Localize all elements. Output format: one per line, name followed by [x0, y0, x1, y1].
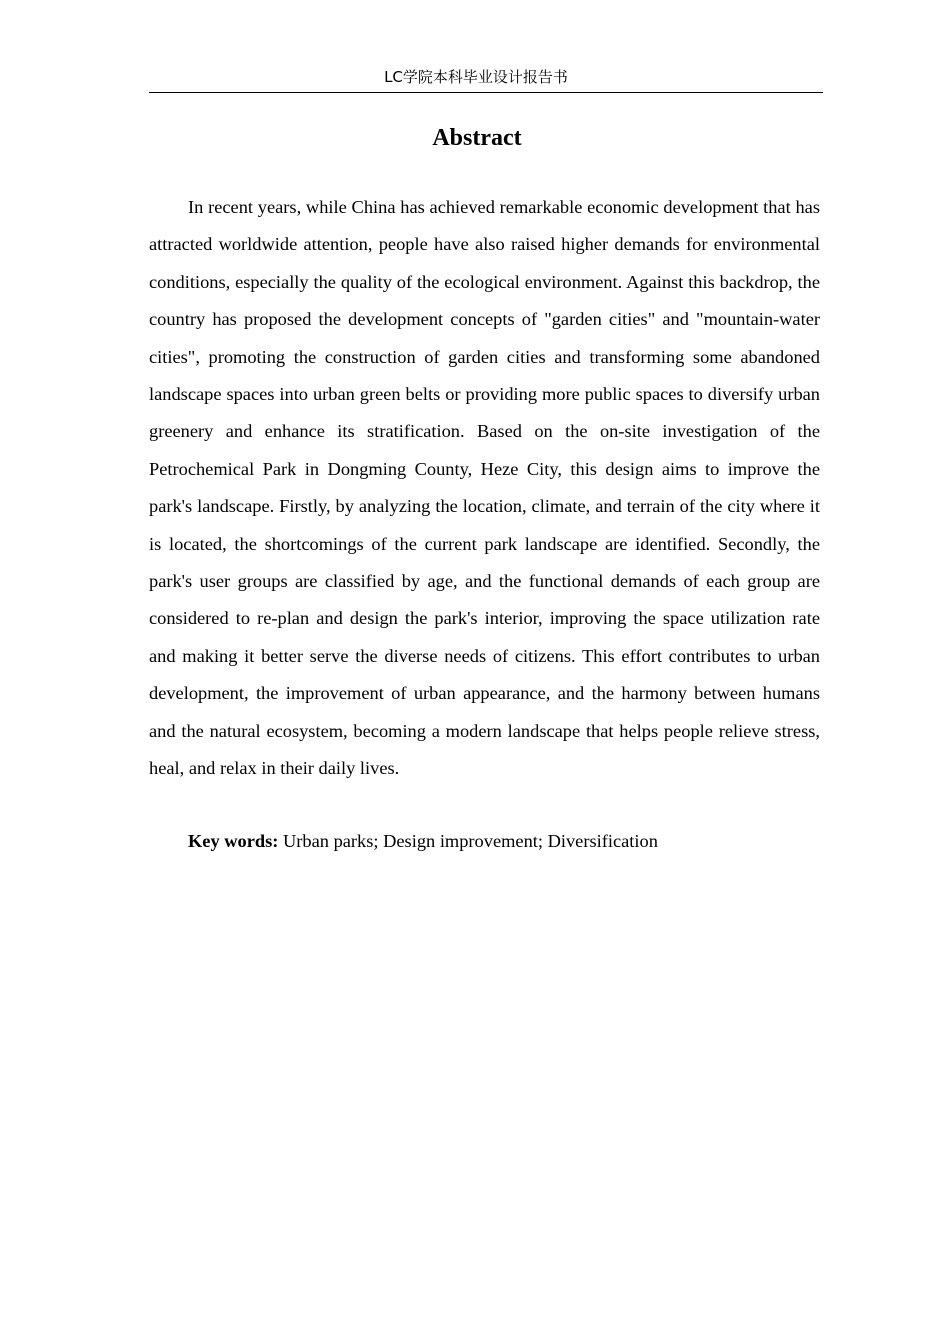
page-header [149, 64, 823, 93]
keywords-line [149, 823, 820, 860]
keywords-label: Key words: [188, 831, 279, 851]
keywords-text: Urban parks; Design improvement; Diversification [278, 831, 658, 851]
abstract-body: In recent years, while China has achieved remarkable economic development that has attracted worldwide attention, people have also raised higher demands for environmental conditions, especially the quality of the ecological environment. Against this backdrop, the country has proposed the development concepts of "garden cities" and "mountain-water cities", promoting the construction of garden cities and transforming some abandoned landscape spaces into urban green belts or providing more public spaces to diversify urban greenery and enhance its stratification. Based on the on-site investigation of the Petrochemical Park in Dongming County, Heze City, this design aims to improve the park's landscape. Firstly, by analyzing the location, climate, and terrain of the city where it is located, the shortcomings of the current park landscape are identified. Secondly, the park's user groups are classified by age, and the functional demands of each group are considered to re-plan and design the park's interior, improving the space utilization rate and making it better serve the diverse needs of citizens. This effort contributes to urban development, the improvement of urban appearance, and the harmony between humans and the natural ecosystem, becoming a modern landscape that helps people relieve stress, heal, and relax in their daily lives. [149, 197, 820, 779]
header-title: LC学院本科毕业设计报告书 [384, 68, 568, 86]
abstract-title: Abstract [432, 125, 522, 151]
